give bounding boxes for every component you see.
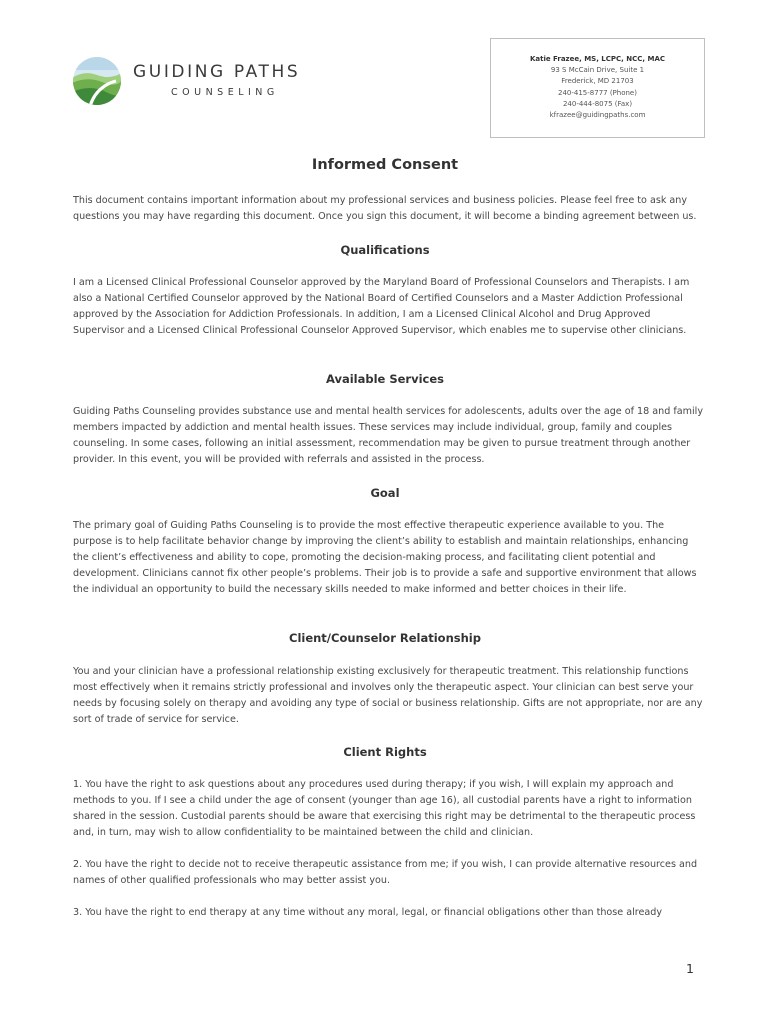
- contact-box: [490, 38, 705, 138]
- client-rights-item-2: 2. You have the right to decide not to receive therapeutic assistance from me; if you wish, I can provide alternative resources and names of other qualified professionals who may better assist you.: [73, 859, 698, 887]
- client-rights-heading: Client Rights: [343, 745, 427, 759]
- contact-name: Katie Frazee, MS, LCPC, NCC, MAC: [529, 55, 666, 63]
- goal-paragraph: The primary goal of Guiding Paths Counseling is to provide the most effective therapeutic experience available to you. The purpose is to help facilitate behavior change by improving the client’s ability to establish and maintain relationships, enhancing the client’s effectiveness and ability to cope, promoting the decision-making process, and facilitating client potential and development. Clinicians cannot fix other people’s problems. Their job is to provide a safe and supportive environment that allows the individual an opportunity to build the necessary skills needed to make informed and better choices in their life.: [73, 520, 697, 596]
- client-rights-item-3: 3. You have the right to end therapy at any time without any moral, legal, or financial obligations other than those already: [73, 907, 663, 918]
- logo-title: GUIDING PATHS: [133, 62, 301, 82]
- document-title: Informed Consent: [311, 157, 459, 173]
- client-rights-item-1: 1. You have the right to ask questions about any procedures used during therapy; if you wish, I will explain my approach and methods to you. If I see a child under the age of consent (younger than age 16), all custodial parents have a right to information shared in the session. Custodial parents should be aware that exercising this right may be detrimental to the therapeutic process and, in turn, may wish to allow confidentiality to be maintained between the child and clinician.: [73, 779, 696, 839]
- relationship-paragraph: You and your clinician have a professional relationship existing exclusively for therapeutic treatment. This relationship functions most effectively when it remains strictly professional and involves only the therapeutic aspect. Your clinician can best serve your needs by focusing solely on therapy and avoiding any type of social or business relationship. Gifts are not appropriate, nor are any sort of trade of service for service.: [73, 666, 703, 726]
- contact-address-line2: Frederick, MD 21703: [561, 77, 634, 86]
- qualifications-heading: Qualifications: [340, 243, 430, 257]
- services-heading: Available Services: [325, 372, 445, 386]
- services-paragraph: Guiding Paths Counseling provides substance use and mental health services for adolescents, adults over the age of 18 and family members impacted by addiction and mental health issues. These services may include individual, group, family and couples counseling. In some cases, following an initial assessment, recommendation may be given to pursue treatment through another provider. In this event, you will be provided with referrals and assisted in the process.: [73, 406, 704, 466]
- contact-address-line1: 93 S McCain Drive, Suite 1: [550, 66, 645, 75]
- qualifications-paragraph: I am a Licensed Clinical Professional Counselor approved by the Maryland Board of Professional Counselors and Therapists. I am also a National Certified Counselor approved by the National Board of Certified Counselors and a Master Addiction Professional approved by the Association for Addiction Professionals. In addition, I am a Licensed Clinical Alcohol and Drug Approved Supervisor and a Licensed Clinical Professional Counselor Approved Supervisor, which enables me to supervise other clinicians.: [73, 277, 690, 337]
- logo-subtitle: COUNSELING: [171, 87, 279, 98]
- contact-email: kfrazee@guidingpaths.com: [549, 111, 646, 120]
- relationship-heading: Client/Counselor Relationship: [289, 631, 481, 645]
- goal-heading: Goal: [370, 486, 400, 500]
- company-logo: [72, 54, 332, 108]
- contact-fax: 240-444-8075 (Fax): [562, 99, 633, 108]
- page-number: 1: [686, 961, 694, 976]
- contact-phone: 240-415-8777 (Phone): [558, 88, 637, 97]
- logo-mark-icon: [72, 56, 122, 106]
- intro-paragraph: This document contains important information about my professional services and business policies. Please feel free to ask any questions you may have regarding this document. Once you sign this document, it will become a binding agreement between us.: [73, 195, 697, 223]
